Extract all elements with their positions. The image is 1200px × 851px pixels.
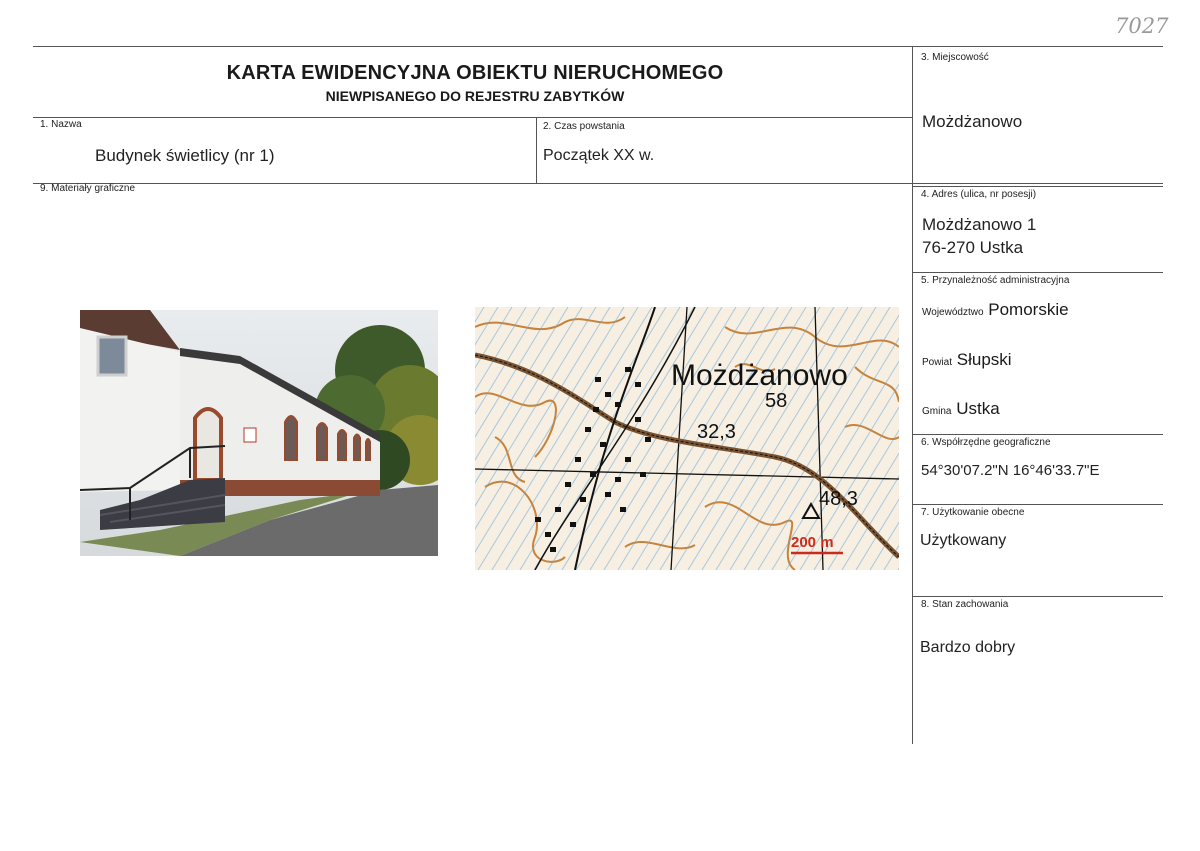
map-label-58: 58: [765, 390, 788, 412]
voivodeship-prefix: Województwo: [922, 307, 984, 318]
condition-top-line: [912, 596, 1163, 597]
county-prefix: Powiat: [922, 357, 953, 368]
building-photo: [80, 310, 438, 556]
address-top-line: [912, 186, 1163, 187]
admin-label: 5. Przynależność administracyjna: [921, 275, 1070, 286]
usage-top-line: [912, 504, 1163, 505]
page-subtitle: NIEWPISANEGO DO REJESTRU ZABYTKÓW: [325, 88, 625, 104]
commune-row: [922, 399, 1000, 419]
location-map: [475, 307, 899, 570]
address-label: 4. Adres (ulica, nr posesji): [921, 189, 1037, 200]
county-value: Słupski: [956, 350, 1012, 369]
name-label: 1. Nazwa: [40, 119, 82, 130]
name-time-divider: [536, 117, 537, 183]
coords-label: 6. Współrzędne geograficzne: [921, 437, 1051, 448]
commune-prefix: Gmina: [922, 406, 952, 417]
usage-value: Użytkowany: [920, 532, 1007, 549]
commune-value: Ustka: [956, 399, 1000, 418]
right-column-divider: [912, 46, 913, 744]
map-elevation-1: 32,3: [697, 421, 736, 443]
name-row-bottom-line: [33, 183, 1163, 184]
address-line-2: 76-270 Ustka: [922, 238, 1024, 257]
top-border: [33, 46, 1163, 47]
county-row: [922, 350, 1012, 370]
coords-value: 54°30'07.2"N 16°46'33.7"E: [921, 462, 1100, 479]
locality-value: Możdżanowo: [922, 112, 1023, 131]
map-elevation-2: 48,3: [819, 488, 858, 510]
name-value: Budynek świetlicy (nr 1): [95, 146, 275, 165]
time-value: Początek XX w.: [543, 147, 655, 164]
time-label: 2. Czas powstania: [543, 121, 625, 132]
address-line-1: Możdżanowo 1: [922, 215, 1037, 234]
handwritten-number: 7027: [1115, 14, 1169, 38]
building-photo-image: [80, 310, 438, 556]
voivodeship-row: [922, 300, 1069, 320]
usage-label: 7. Użytkowanie obecne: [921, 507, 1025, 518]
title-bottom-line: [33, 117, 913, 118]
graphics-label: 9. Materiały graficzne: [40, 183, 136, 194]
admin-top-line: [912, 272, 1163, 273]
page-title: KARTA EWIDENCYJNA OBIEKTU NIERUCHOMEGO: [226, 62, 724, 84]
location-map-image: [475, 307, 899, 570]
locality-label: 3. Miejscowość: [921, 52, 989, 63]
map-place-label: Możdżanowo: [671, 359, 848, 392]
condition-value: Bardzo dobry: [920, 639, 1016, 656]
coords-top-line: [912, 434, 1163, 435]
voivodeship-value: Pomorskie: [988, 300, 1069, 319]
map-scale-label: 200 m: [791, 534, 834, 551]
condition-label: 8. Stan zachowania: [921, 599, 1009, 610]
